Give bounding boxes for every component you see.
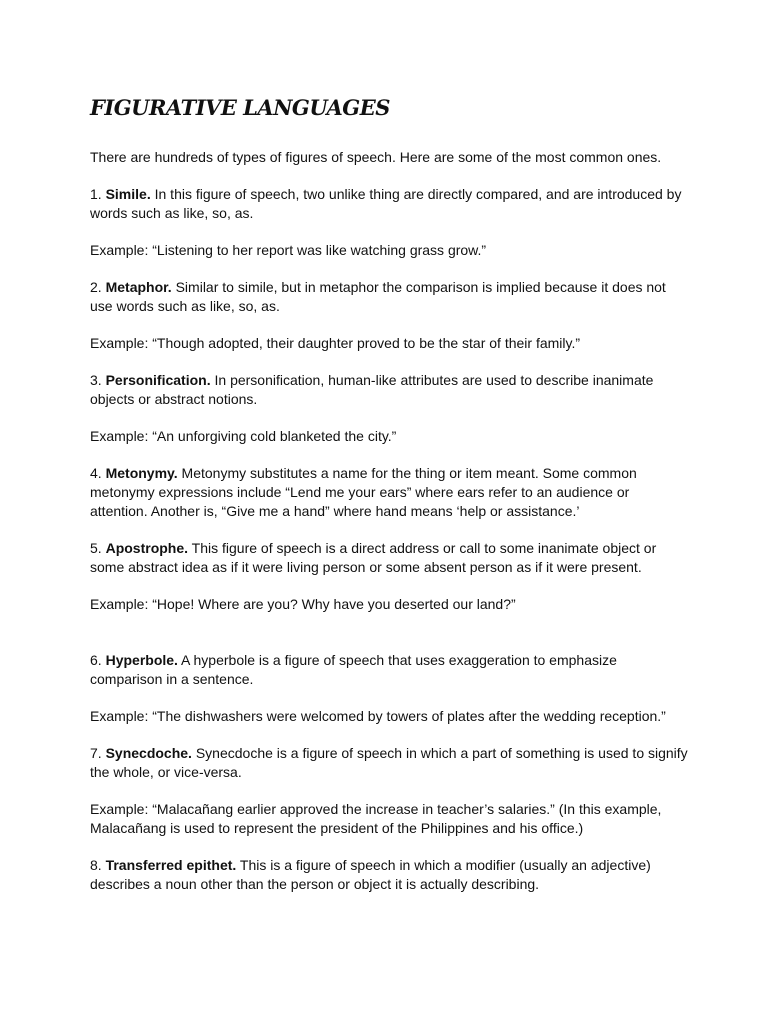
figure-term: Personification. (105, 372, 211, 388)
figure-term: Synecdoche. (105, 745, 192, 761)
figure-definition-text: Synecdoche is a figure of speech in which a part of something is used to signify the whole, or vice-versa. (90, 745, 688, 780)
document-title: FIGURATIVE LANGUAGES (90, 95, 390, 120)
figure-example-apostrophe: Example: “Hope! Where are you? Why have you deserted our land?” (90, 596, 516, 612)
figure-number: 3. (90, 372, 102, 388)
figure-definition-text: Metonymy substitutes a name for the thing or item meant. Some common metonymy expressions include “Lend me your ears” where ears refer to an audience or attention. Another is, “Give me a hand” where hand means ‘help or assistance.’ (90, 465, 637, 519)
figure-definition-transferred-epithet (90, 856, 690, 894)
figure-number: 2. (90, 279, 102, 295)
figure-definition-metonymy (90, 464, 690, 521)
figure-example-synecdoche: Example: “Malacañang earlier approved the increase in teacher’s salaries.” (In this example, Malacañang is used to represent the president of the Philippines and his office.) (90, 801, 662, 836)
figure-term: Metonymy. (105, 465, 178, 481)
document-page (90, 93, 690, 912)
figure-term: Hyperbole. (105, 652, 178, 668)
figure-term: Metaphor. (105, 279, 172, 295)
figure-definition-simile (90, 185, 690, 223)
figure-definition-text: In this figure of speech, two unlike thing are directly compared, and are introduced by words such as like, so, as. (90, 186, 682, 221)
figure-number: 1. (90, 186, 102, 202)
figure-example-metaphor: Example: “Though adopted, their daughter proved to be the star of their family.” (90, 335, 581, 351)
figure-example-hyperbole: Example: “The dishwashers were welcomed by towers of plates after the wedding reception.” (90, 708, 666, 724)
figure-definition-apostrophe (90, 539, 690, 577)
figure-definition-metaphor (90, 278, 690, 316)
figure-definition-text: A hyperbole is a figure of speech that uses exaggeration to emphasize comparison in a sentence. (90, 652, 617, 687)
figure-term: Apostrophe. (105, 540, 189, 556)
figure-number: 5. (90, 540, 102, 556)
figure-definition-synecdoche (90, 744, 690, 782)
figure-definition-text: Similar to simile, but in metaphor the comparison is implied because it does not use words such as like, so, as. (90, 279, 666, 314)
figure-number: 7. (90, 745, 102, 761)
figure-definition-text: This figure of speech is a direct address or call to some inanimate object or some abstract idea as if it were living person or some absent person as if it were present. (90, 540, 657, 575)
figure-term: Transferred epithet. (105, 857, 237, 873)
figure-example-simile: Example: “Listening to her report was like watching grass grow.” (90, 242, 487, 258)
figure-definition-text: This is a figure of speech in which a modifier (usually an adjective) describes a noun other than the person or object it is actually describing. (90, 857, 651, 892)
figure-number: 8. (90, 857, 102, 873)
figure-number: 4. (90, 465, 102, 481)
figure-example-personification: Example: “An unforgiving cold blanketed the city.” (90, 428, 397, 444)
figure-definition-hyperbole (90, 651, 690, 689)
figure-definition-personification (90, 371, 690, 409)
intro-paragraph: There are hundreds of types of figures of speech. Here are some of the most common ones. (90, 149, 662, 165)
figure-definition-text: In personification, human-like attributes are used to describe inanimate objects or abstract notions. (90, 372, 654, 407)
figure-term: Simile (105, 186, 147, 202)
figure-number: 6. (90, 652, 102, 668)
figure-term-suffix: . (146, 186, 151, 202)
